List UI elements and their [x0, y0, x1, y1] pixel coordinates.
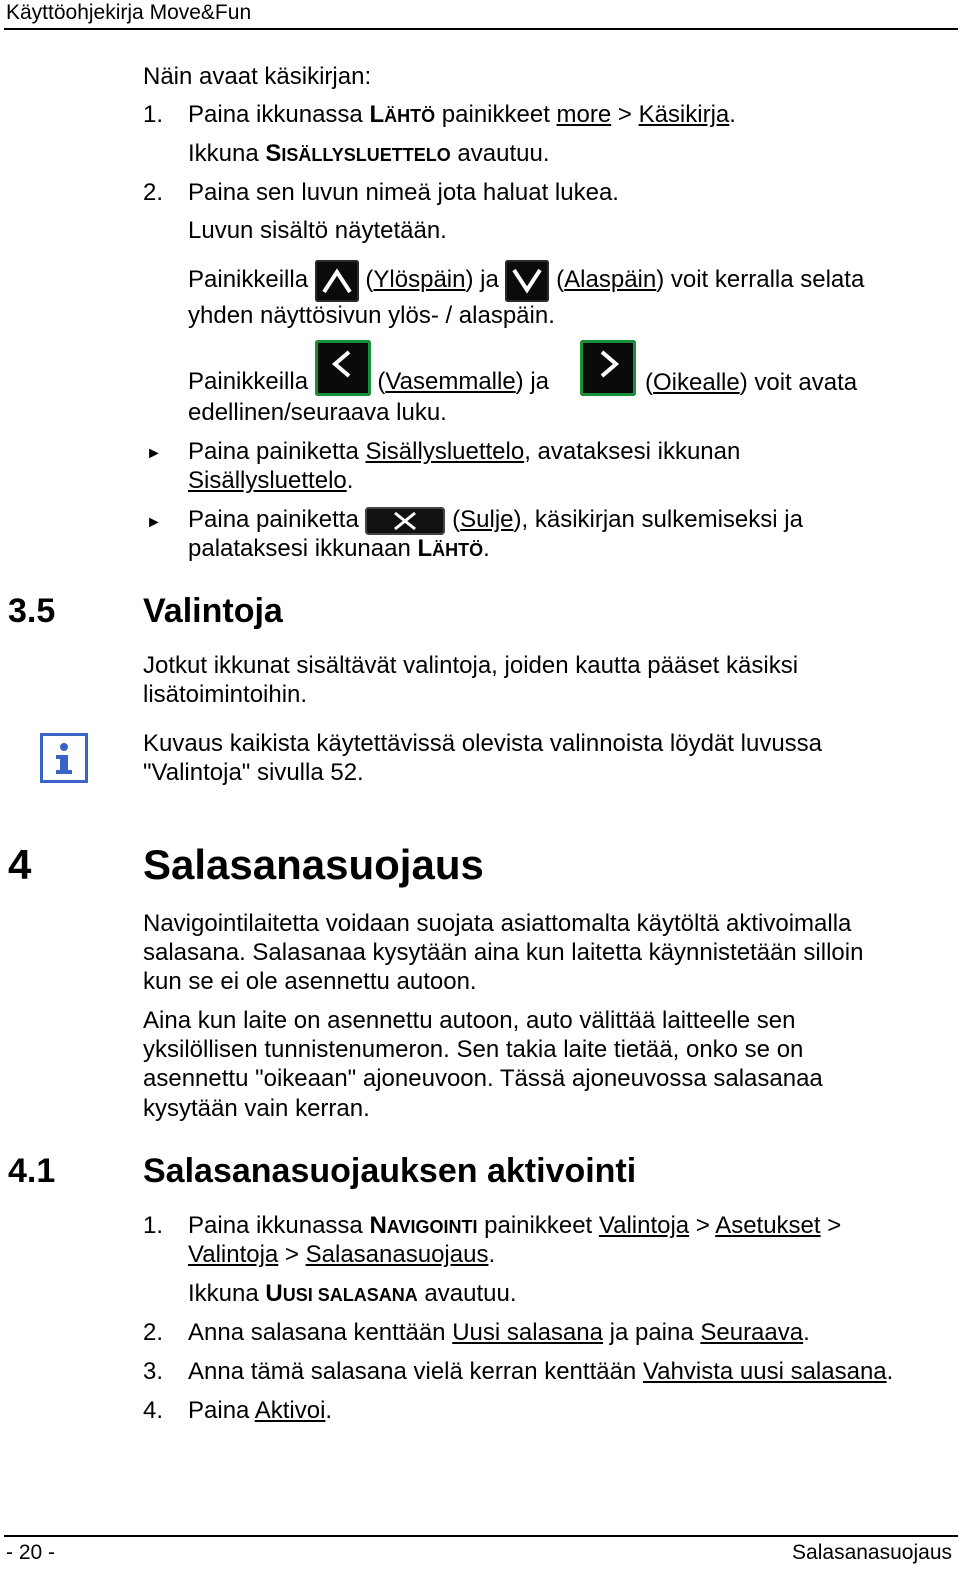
- down-link[interactable]: Alaspäin: [564, 266, 657, 293]
- step-text: .: [886, 1358, 894, 1385]
- options-link[interactable]: Valintoja: [188, 1241, 279, 1268]
- paragraph-line: asennettu "oikeaan" ajoneuvoon. Tässä ajoneuvossa salasanaa: [143, 1065, 823, 1092]
- activate-link[interactable]: Aktivoi: [254, 1397, 326, 1424]
- section-title: Salasanasuojauksen aktivointi: [143, 1152, 637, 1190]
- step-number: 2.: [143, 1319, 164, 1346]
- activation-step-1: [188, 1211, 841, 1242]
- chapter-footer: Salasanasuojaus: [792, 1541, 952, 1564]
- leftright-text: ) ja: [515, 368, 550, 395]
- bullet-marker: ►: [146, 514, 162, 531]
- paragraph-line: kysytään vain kerran.: [143, 1095, 370, 1122]
- step-text: avautuu.: [417, 1280, 517, 1307]
- updown-line: [188, 257, 864, 303]
- manual-link[interactable]: Käsikirja: [638, 101, 730, 128]
- paragraph-line: Navigointilaitetta voidaan suojata asiattomalta käytöltä aktivoimalla: [143, 910, 852, 937]
- step-text: .: [803, 1319, 810, 1346]
- window-name: ÄHTÖ: [384, 106, 436, 126]
- activation-step-1-line-2: [188, 1240, 495, 1269]
- window-name: N: [369, 1212, 387, 1239]
- step-text: painikkeet: [435, 101, 557, 128]
- window-name: USI SALASANA: [282, 1285, 418, 1305]
- left-button[interactable]: [315, 340, 371, 396]
- section-number: 3.5: [8, 592, 56, 630]
- manual-step-2: Paina sen luvun nimeä jota haluat lukea.: [188, 179, 619, 206]
- bullet-text: .: [483, 535, 490, 562]
- window-name: L: [369, 101, 385, 128]
- chevron-up-icon: [315, 260, 359, 302]
- window-name: L: [417, 535, 433, 562]
- bullet-text: .: [346, 467, 354, 494]
- updown-text: ) ja: [465, 266, 506, 293]
- bullet-1-line-1: [188, 437, 740, 466]
- confirm-password-link[interactable]: Vahvista uusi salasana: [642, 1358, 887, 1385]
- paren: (: [645, 369, 653, 396]
- document-header: Käyttöohjekirja Move&Fun: [6, 1, 252, 24]
- step-text: painikkeet: [477, 1212, 599, 1239]
- password-protection-link[interactable]: Salasanasuojaus: [305, 1241, 489, 1268]
- more-link[interactable]: more: [556, 101, 612, 128]
- paragraph-line: Jotkut ikkunat sisältävät valintoja, joiden kautta pääset käsiksi: [143, 652, 799, 679]
- down-button[interactable]: [505, 260, 549, 302]
- step-text: .: [729, 101, 736, 128]
- step-text: Ikkuna: [188, 1280, 266, 1307]
- paragraph-line: kun se ei ole asennettu autoon.: [143, 968, 477, 995]
- bullet-2-line-1: [188, 505, 803, 535]
- bullet-text: Paina painiketta: [188, 438, 366, 465]
- step-text: Paina ikkunassa: [188, 1212, 370, 1239]
- activation-step-2: [188, 1318, 810, 1347]
- bullet-1-line-2: [188, 466, 353, 495]
- right-link[interactable]: Oikealle: [653, 369, 740, 396]
- step-text: Paina: [188, 1397, 255, 1424]
- step-text: Anna tämä salasana vielä kerran kenttään: [188, 1358, 643, 1385]
- updown-line-2: yhden näyttösivun ylös- / alaspäin.: [188, 302, 555, 329]
- up-button[interactable]: [315, 260, 359, 302]
- paragraph-line: Aina kun laite on asennettu autoon, auto välittää laitteelle sen: [143, 1007, 796, 1034]
- new-password-link[interactable]: Uusi salasana: [452, 1319, 603, 1346]
- step-number: 3.: [143, 1358, 164, 1385]
- header-rule: [4, 28, 958, 30]
- manual-step-1: [188, 100, 736, 131]
- separator: >: [820, 1212, 842, 1239]
- bullet-text: palataksesi ikkunaan: [188, 535, 418, 562]
- next-link[interactable]: Seuraava: [700, 1319, 804, 1346]
- manual-step-2-result: Luvun sisältö näytetään.: [188, 217, 447, 244]
- leftright-text: ) voit avata: [739, 369, 858, 396]
- step-text: Ikkuna: [188, 140, 266, 167]
- window-name: AVIGOINTI: [386, 1217, 478, 1237]
- right-button[interactable]: [580, 340, 636, 396]
- updown-text: ) voit kerralla selata: [656, 266, 865, 293]
- step-text: .: [325, 1397, 333, 1424]
- paragraph-line: yksilöllisen tunnistenumeron. Sen takia laite tietää, onko se on: [143, 1036, 804, 1063]
- bullet-2-line-2: [188, 534, 490, 565]
- step-number: 2.: [143, 179, 164, 206]
- right-button-wrap: [580, 340, 636, 396]
- leftright-line-2: edellinen/seuraava luku.: [188, 399, 447, 426]
- manual-intro: Näin avaat käsikirjan:: [143, 63, 372, 90]
- paren: (: [452, 506, 461, 533]
- note-line: "Valintoja" sivulla 52.: [143, 759, 364, 786]
- leftright-text: Painikkeilla: [188, 368, 315, 395]
- activation-step-3: [188, 1357, 893, 1386]
- activation-step-1-result: [188, 1279, 517, 1310]
- contents-link[interactable]: Sisällysluettelo: [365, 438, 525, 465]
- step-number: 1.: [143, 101, 164, 128]
- manual-step-1-result: [188, 139, 550, 170]
- options-link[interactable]: Valintoja: [598, 1212, 690, 1239]
- chapter-number: 4: [8, 841, 32, 888]
- chevron-right-icon: [580, 340, 636, 396]
- step-text: Paina ikkunassa: [188, 101, 370, 128]
- window-name: ISÄLLYSLUETTELO: [281, 145, 451, 165]
- bullet-text: , avataksesi ikkunan: [524, 438, 741, 465]
- leftright-line-tail: [645, 368, 857, 397]
- info-glyph: [43, 736, 85, 780]
- bullet-text: ), käsikirjan sulkemiseksi ja: [513, 506, 803, 533]
- up-link[interactable]: Ylöspäin: [373, 266, 466, 293]
- close-button[interactable]: [365, 507, 445, 535]
- separator: >: [611, 101, 639, 128]
- page-number: - 20 -: [6, 1541, 56, 1564]
- step-text: avautuu.: [450, 140, 550, 167]
- chevron-left-icon: [315, 340, 371, 396]
- paragraph-line: lisätoimintoihin.: [143, 681, 308, 708]
- info-icon: [40, 733, 88, 783]
- bullet-marker: ►: [146, 445, 162, 462]
- leftright-line: [188, 340, 549, 398]
- window-name: U: [265, 1280, 283, 1307]
- bullet-text: Paina painiketta: [188, 506, 366, 533]
- updown-text: Painikkeilla: [188, 266, 315, 293]
- step-text: ja paina: [602, 1319, 701, 1346]
- paren: (: [556, 266, 565, 293]
- left-link[interactable]: Vasemmalle: [385, 368, 516, 395]
- chevron-down-icon: [505, 260, 549, 302]
- section-title: Valintoja: [143, 592, 283, 630]
- paren: (: [365, 266, 374, 293]
- chapter-title: Salasanasuojaus: [143, 841, 484, 888]
- paren: (: [377, 368, 386, 395]
- footer-rule: [4, 1535, 958, 1537]
- separator: >: [689, 1212, 716, 1239]
- section-number: 4.1: [8, 1152, 56, 1190]
- paragraph-line: salasana. Salasanaa kysytään aina kun laitetta käynnistetään silloin: [143, 939, 864, 966]
- window-name: ÄHTÖ: [432, 540, 484, 560]
- step-number: 1.: [143, 1212, 164, 1239]
- step-text: Anna salasana kenttään: [188, 1319, 453, 1346]
- step-number: 4.: [143, 1397, 164, 1424]
- close-icon: [365, 507, 445, 535]
- window-name: S: [265, 140, 282, 167]
- contents-link[interactable]: Sisällysluettelo: [188, 467, 347, 494]
- activation-step-4: [188, 1396, 332, 1425]
- note-line: Kuvaus kaikista käytettävissä olevista valinnoista löydät luvussa: [143, 730, 823, 757]
- settings-link[interactable]: Asetukset: [715, 1212, 821, 1239]
- close-link[interactable]: Sulje: [460, 506, 514, 533]
- step-text: .: [488, 1241, 496, 1268]
- separator: >: [278, 1241, 306, 1268]
